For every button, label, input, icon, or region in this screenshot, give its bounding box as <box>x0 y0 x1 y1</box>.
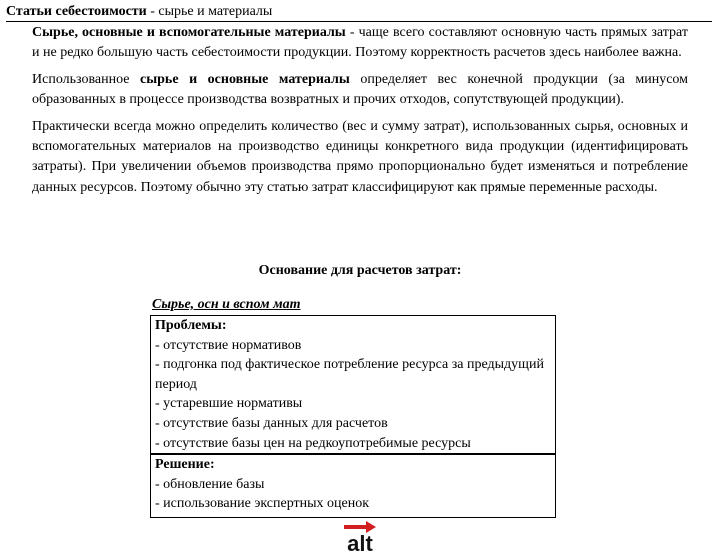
problems-heading: Проблемы: <box>155 318 227 333</box>
list-item: - подгонка под фактическое потребление ресурса за предыдущий период <box>155 357 544 392</box>
list-item: - обновление базы <box>155 476 265 492</box>
solution-section <box>151 453 555 514</box>
list-item: - отсутствие базы данных для расчетов <box>155 415 388 431</box>
header-title-rest: - сырье и материалы <box>146 4 273 19</box>
problems-solution-box <box>150 315 556 518</box>
alt-logo-icon <box>338 521 382 553</box>
problems-section <box>151 316 555 453</box>
page-header <box>6 4 712 22</box>
paragraph-2-text: определяет вес конечной продукции (за минусом образованных в процессе производства возвратных и прочих отходов, сопутствующей продукции). <box>32 71 688 108</box>
logo-text: alt <box>347 531 373 553</box>
paragraph-2 <box>32 70 688 111</box>
main-content <box>32 23 688 204</box>
paragraph-3 <box>32 117 688 199</box>
list-item: - отсутствие базы цен на редкоупотребимые ресурсы <box>155 435 471 451</box>
list-item: - использование экспертных оценок <box>155 496 370 512</box>
section-title: Основание для расчетов затрат: <box>258 263 462 278</box>
paragraph-1-text: - чаще всего составляют основную часть прямых затрат и не редко большую часть себестоимости продукции. Поэтому корректность расчетов здесь наиболее важна. <box>32 25 688 61</box>
paragraph-1 <box>32 23 688 64</box>
box-title: Сырье, осн и вспом мат <box>152 297 301 312</box>
solution-heading: Решение: <box>155 457 215 473</box>
paragraph-2-bold: сырье и основные материалы <box>140 71 350 87</box>
paragraph-3-text: Практически всегда можно определить количество (вес и сумму затрат), использованных сырья, основных и вспомогательных материалов на производство единицы конкретного вида продукции (идентифицировать затраты). При увеличении объемов производства прямо пропорционально будет изменяться и потребление данных ресурсов. Поэтому обычно эту статью затрат классифицируют как прямые переменные расходы. <box>32 118 688 195</box>
paragraph-1-bold: Сырье, основные и вспомогательные материалы <box>32 25 346 40</box>
list-item: - отсутствие нормативов <box>155 337 302 353</box>
header-title-bold: Статьи себестоимости <box>6 4 147 19</box>
list-item: - устаревшие нормативы <box>155 396 303 412</box>
paragraph-2-pre: Использованное <box>32 71 140 87</box>
